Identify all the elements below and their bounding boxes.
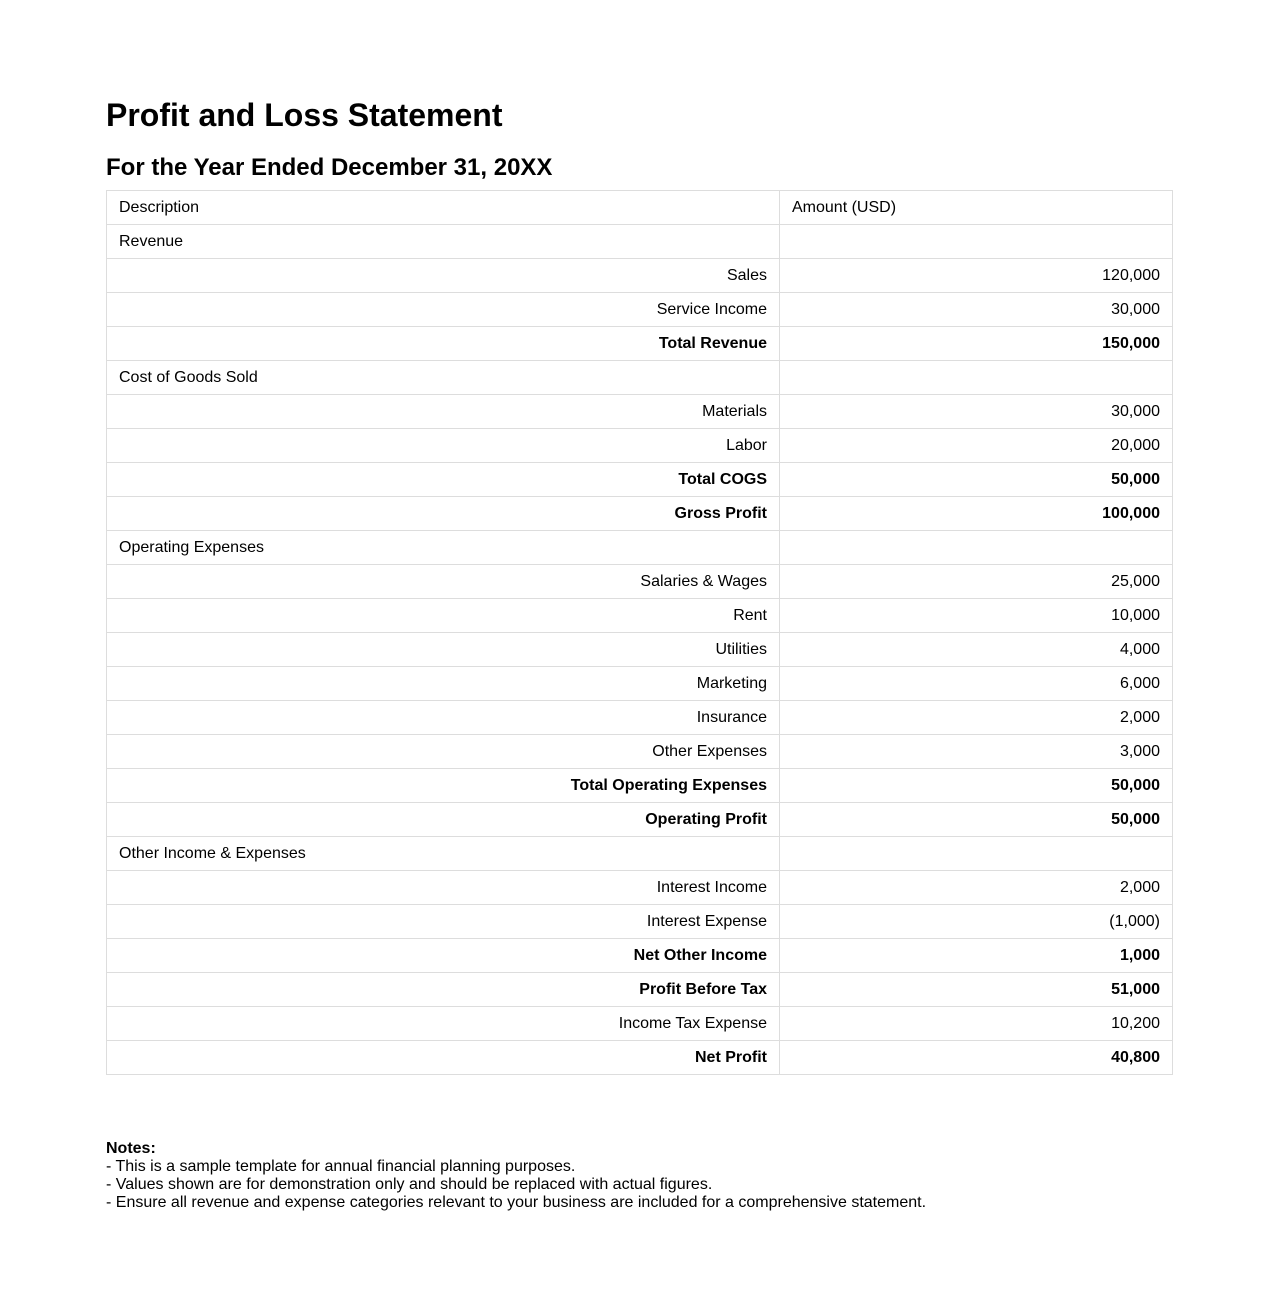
total-row (107, 939, 1173, 973)
amount-cell: 50,000 (780, 769, 1173, 803)
amount-cell: 30,000 (780, 293, 1173, 327)
line-item-label: Total Operating Expenses (107, 769, 780, 803)
table-row (107, 429, 1173, 463)
amount-cell: 40,800 (780, 1041, 1173, 1075)
amount-cell (780, 225, 1173, 259)
amount-cell: 10,000 (780, 599, 1173, 633)
section-label: Revenue (107, 225, 780, 259)
page-subtitle: For the Year Ended December 31, 20XX (106, 154, 553, 181)
section-label: Other Income & Expenses (107, 837, 780, 871)
section-row (107, 837, 1173, 871)
amount-cell: 50,000 (780, 803, 1173, 837)
table-row (107, 871, 1173, 905)
table-header-row (107, 191, 1173, 225)
amount-cell: (1,000) (780, 905, 1173, 939)
pnl-table (106, 190, 1173, 1075)
total-row (107, 463, 1173, 497)
table-row (107, 259, 1173, 293)
line-item-label: Gross Profit (107, 497, 780, 531)
amount-cell: 50,000 (780, 463, 1173, 497)
section-label: Cost of Goods Sold (107, 361, 780, 395)
column-header-amount: Amount (USD) (780, 191, 1173, 225)
amount-cell (780, 531, 1173, 565)
page-title: Profit and Loss Statement (106, 97, 503, 133)
table-row (107, 905, 1173, 939)
table-row (107, 565, 1173, 599)
amount-cell (780, 837, 1173, 871)
table-row (107, 701, 1173, 735)
amount-cell (780, 361, 1173, 395)
section-row (107, 531, 1173, 565)
amount-cell: 6,000 (780, 667, 1173, 701)
total-row (107, 327, 1173, 361)
total-row (107, 497, 1173, 531)
line-item-label: Profit Before Tax (107, 973, 780, 1007)
notes-section (106, 1140, 926, 1212)
amount-cell: 1,000 (780, 939, 1173, 973)
amount-cell: 150,000 (780, 327, 1173, 361)
table-row (107, 293, 1173, 327)
line-item-label: Salaries & Wages (107, 565, 780, 599)
line-item-label: Income Tax Expense (107, 1007, 780, 1041)
notes-title: Notes: (106, 1140, 156, 1157)
section-label: Operating Expenses (107, 531, 780, 565)
note-line: - Ensure all revenue and expense categories relevant to your business are included for a comprehensive statement. (106, 1194, 927, 1211)
table-row (107, 599, 1173, 633)
line-item-label: Interest Expense (107, 905, 780, 939)
line-item-label: Insurance (107, 701, 780, 735)
amount-cell: 120,000 (780, 259, 1173, 293)
line-item-label: Service Income (107, 293, 780, 327)
column-header-description: Description (107, 191, 780, 225)
table-body (107, 225, 1173, 1075)
section-row (107, 361, 1173, 395)
total-row (107, 769, 1173, 803)
amount-cell: 51,000 (780, 973, 1173, 1007)
line-item-label: Operating Profit (107, 803, 780, 837)
amount-cell: 2,000 (780, 701, 1173, 735)
amount-cell: 100,000 (780, 497, 1173, 531)
total-row (107, 803, 1173, 837)
table-row (107, 633, 1173, 667)
line-item-label: Total Revenue (107, 327, 780, 361)
amount-cell: 2,000 (780, 871, 1173, 905)
amount-cell: 30,000 (780, 395, 1173, 429)
amount-cell: 3,000 (780, 735, 1173, 769)
amount-cell: 25,000 (780, 565, 1173, 599)
line-item-label: Net Other Income (107, 939, 780, 973)
table-row (107, 395, 1173, 429)
total-row (107, 973, 1173, 1007)
note-line: - Values shown are for demonstration only and should be replaced with actual figures. (106, 1176, 713, 1193)
line-item-label: Other Expenses (107, 735, 780, 769)
line-item-label: Total COGS (107, 463, 780, 497)
section-row (107, 225, 1173, 259)
line-item-label: Materials (107, 395, 780, 429)
line-item-label: Labor (107, 429, 780, 463)
line-item-label: Net Profit (107, 1041, 780, 1075)
line-item-label: Marketing (107, 667, 780, 701)
note-line: - This is a sample template for annual financial planning purposes. (106, 1158, 576, 1175)
table-row (107, 735, 1173, 769)
table-row (107, 667, 1173, 701)
line-item-label: Rent (107, 599, 780, 633)
table-row (107, 1007, 1173, 1041)
amount-cell: 20,000 (780, 429, 1173, 463)
line-item-label: Interest Income (107, 871, 780, 905)
amount-cell: 4,000 (780, 633, 1173, 667)
total-row (107, 1041, 1173, 1075)
amount-cell: 10,200 (780, 1007, 1173, 1041)
line-item-label: Sales (107, 259, 780, 293)
line-item-label: Utilities (107, 633, 780, 667)
